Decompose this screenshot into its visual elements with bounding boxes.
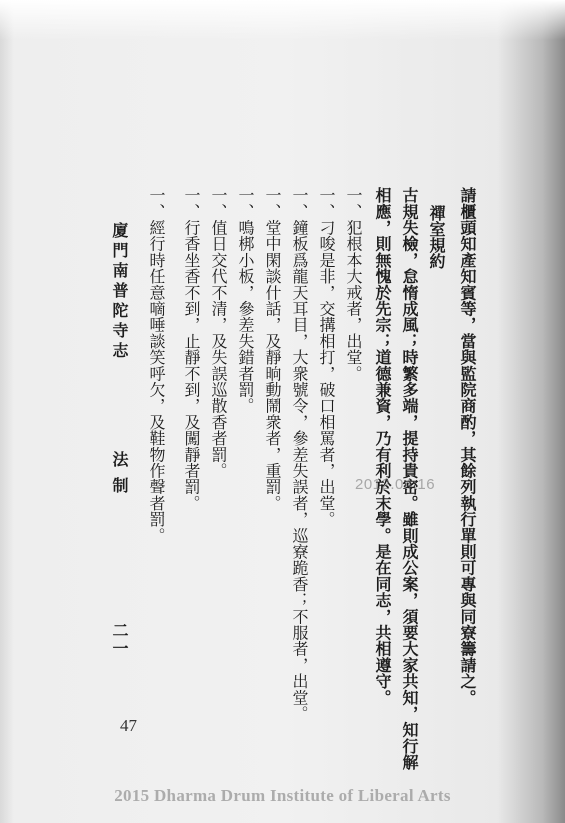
rule-6: 一、值日交代不清，及失誤巡散香者罰。 (209, 187, 228, 479)
rule-4: 一、堂中閑談什話，及靜晌動鬧衆者，重罰。 (263, 187, 282, 511)
rule-1: 一、犯根本大戒者，出堂。 (344, 187, 363, 382)
text-column-1: 請櫃頭知產知賓等，當與監院商酌，其餘列執行單則可專與同寮籌請之。 (458, 187, 477, 706)
section-label: 法制 (110, 451, 129, 503)
text-column-preface-b: 相應，則無愧於先宗；道德兼資，乃有利於末學。是在同志，共相遵守。 (373, 187, 392, 706)
rule-5: 一、鳴梆小板，參差失錯者罰。 (236, 187, 255, 414)
page-number: 47 (120, 716, 137, 735)
rule-3: 一、鐘板爲龍天耳目，大衆號令，參差失誤者，巡寮跪香；不服者，出堂。 (290, 187, 309, 722)
section-heading: 禪室規約 (427, 205, 446, 269)
book-title: 廈門南普陀寺志 (110, 222, 129, 362)
watermark: 2015 Dharma Drum Institute of Liberal Arts (114, 786, 451, 805)
rule-7: 一、行香坐香不到，止靜不到，及闖靜者罰。 (182, 187, 201, 511)
text-column-preface-a: 古規失檢，怠惰成風；時繁多端，提持貴密。雖則成公案，須要大家共知，知行解 (400, 187, 419, 771)
rule-8: 一、經行時任意嘀唾談笑呼欠，及鞋物作聲者罰。 (147, 187, 166, 544)
rule-2: 一、刁唆是非，交搆相打，破口相罵者，出堂。 (317, 187, 336, 528)
date-stamp: 2012.04.16 (355, 476, 436, 493)
leaf-number: 二一 (110, 622, 129, 658)
